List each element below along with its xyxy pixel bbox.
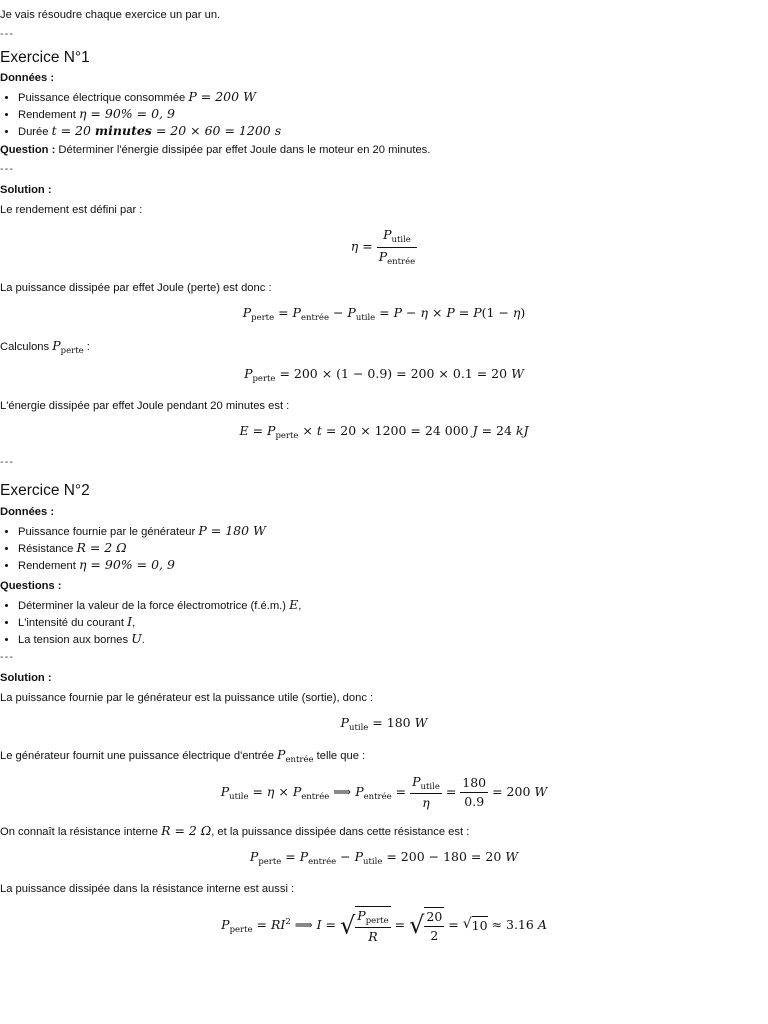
ex2-donnees-label: Données : (0, 505, 55, 518)
ex2-equation-4: $P_{perte} = RI^2$ ⟹ I = √ $\frac{P_{perte}}{R}$ = √ $\frac{20}{2}$ = √10 ≈ 3.16 A (221, 907, 547, 945)
ex1-item-duration-math: t = 20 minutes = 20 × 60 = 1200 s (51, 123, 282, 139)
ex1-item-power (18, 89, 768, 105)
ex2-equation-2: $P_{utile} = \eta \times P_{entrée}$ ⟹ $P_{entrée}$ = $\frac{P_{utile}}{\eta}$ = $\frac{180}{0.9}$ = 200 W (220, 773, 548, 811)
ex1-item-efficiency-math: η = 90% = 0, 9 (78, 106, 175, 122)
ex1-question-text: Déterminer l'énergie dissipée par effet Joule dans le moteur en 20 minutes. (55, 144, 431, 157)
ex2-question-emf-text: Déterminer la valeur de la force électromotrice (f.é.m.) (18, 599, 290, 612)
ex2-donnees-list (0, 523, 768, 573)
ex2-p3-before: On connaît la résistance interne (0, 826, 162, 838)
ex2-paragraph-1: La puissance fournie par le générateur est la puissance utile (sortie), donc : (0, 691, 374, 704)
ex2-paragraph-3 (0, 823, 768, 839)
ex1-p3-after: : (83, 340, 90, 353)
ex1-question (0, 143, 768, 157)
ex1-item-duration (18, 123, 768, 139)
ex1-item-power-math: P = 200 W (188, 89, 256, 105)
ex1-item-efficiency-text: Rendement (18, 109, 79, 122)
ex1-paragraph-4: L'énergie dissipée par effet Joule pendant 20 minutes est : (0, 400, 290, 412)
ex2-question-emf (18, 597, 768, 613)
ex2-item-efficiency-text: Rendement (18, 559, 79, 572)
ex2-questions-list (0, 597, 768, 647)
ex1-question-label: Question : (0, 144, 56, 157)
ex2-item-resistance-text: Résistance (18, 542, 77, 555)
ex2-item-efficiency (18, 557, 768, 573)
ex2-question-voltage-math: U (131, 630, 142, 646)
ex2-paragraph-4: La puissance dissipée dans la résistance interne est aussi : (0, 882, 295, 895)
ex1-equation-4: $E = P_{perte} \times t = 20 \times 1200 = 24$ 000 J = 24 kJ (239, 423, 529, 441)
ex1-equation-1: η = $\frac{P_{utile}}{P_{entrée}}$ (350, 226, 416, 267)
ex1-item-power-text: Puissance électrique consommée (18, 92, 189, 105)
ex1-paragraph-1: Le rendement est défini par : (0, 203, 143, 216)
ex2-p2-before: Le générateur fournit une puissance électrique d'entrée (0, 750, 278, 763)
ex2-questions-label: Questions : (0, 579, 62, 592)
ex1-equation-3: $P_{perte} = 200 \times (1 - 0.9) = 200 \times 0.1 = 20$ W (244, 366, 524, 385)
ex1-donnees-list (0, 89, 768, 139)
ex1-solution-label: Solution : (0, 183, 52, 196)
ex2-equation-1: $P_{utile} = 180$ W (340, 714, 428, 733)
ex2-question-current-text: L'intensité du courant (18, 616, 128, 629)
ex2-p2-after: telle que : (313, 750, 366, 763)
ex2-question-voltage-end: . (141, 633, 145, 646)
ex1-p3-math: $P_{perte}$ (52, 337, 84, 356)
ex2-item-power-text: Puissance fournie par le générateur (18, 525, 199, 538)
ex2-solution-label: Solution : (0, 671, 52, 684)
ex2-question-emf-math: E (289, 596, 299, 612)
ex2-equation-3: $P_{perte} = P_{entrée} - P_{utile} = 200 - 180 = 20$ W (249, 849, 519, 867)
ex1-paragraph-3 (0, 338, 768, 357)
ex2-question-current (18, 614, 768, 630)
ex2-question-voltage-text: La tension aux bornes (18, 633, 132, 646)
ex2-item-power (18, 523, 768, 539)
ex2-item-power-math: P = 180 W (198, 522, 266, 538)
ex2-item-efficiency-math: η = 90% = 0, 9 (78, 556, 175, 572)
ex2-question-current-math: I (127, 613, 133, 629)
ex1-item-efficiency (18, 106, 768, 122)
exercise-2-title: Exercice N°2 (0, 482, 90, 500)
separator: --- (0, 163, 14, 176)
ex1-item-duration-text: Durée (18, 126, 52, 139)
ex1-equation-2: $P_{perte} = P_{entrée} - P_{utile} = P - \eta \times P = P(1 - \eta)$ (242, 305, 526, 324)
ex2-item-resistance (18, 540, 768, 556)
intro-text: Je vais résoudre chaque exercice un par un. (0, 9, 221, 21)
ex2-item-resistance-math: R = 2 Ω (76, 539, 127, 555)
exercise-1-title: Exercice N°1 (0, 48, 90, 66)
separator: --- (0, 28, 14, 40)
separator: --- (0, 650, 14, 663)
ex2-question-current-end: , (132, 616, 136, 629)
ex2-paragraph-2 (0, 747, 768, 766)
ex2-p2-math: $P_{entrée}$ (277, 747, 314, 766)
ex1-p3-before: Calculons (0, 340, 53, 353)
ex1-donnees-label: Données : (0, 72, 55, 85)
ex2-p3-math: R = 2 Ω (161, 823, 212, 838)
ex1-paragraph-2: La puissance dissipée par effet Joule (perte) est donc : (0, 282, 272, 295)
separator: --- (0, 455, 14, 468)
ex2-question-voltage (18, 631, 768, 647)
ex2-p3-after: , et la puissance dissipée dans cette résistance est : (211, 826, 470, 838)
ex2-question-emf-end: , (298, 599, 302, 612)
